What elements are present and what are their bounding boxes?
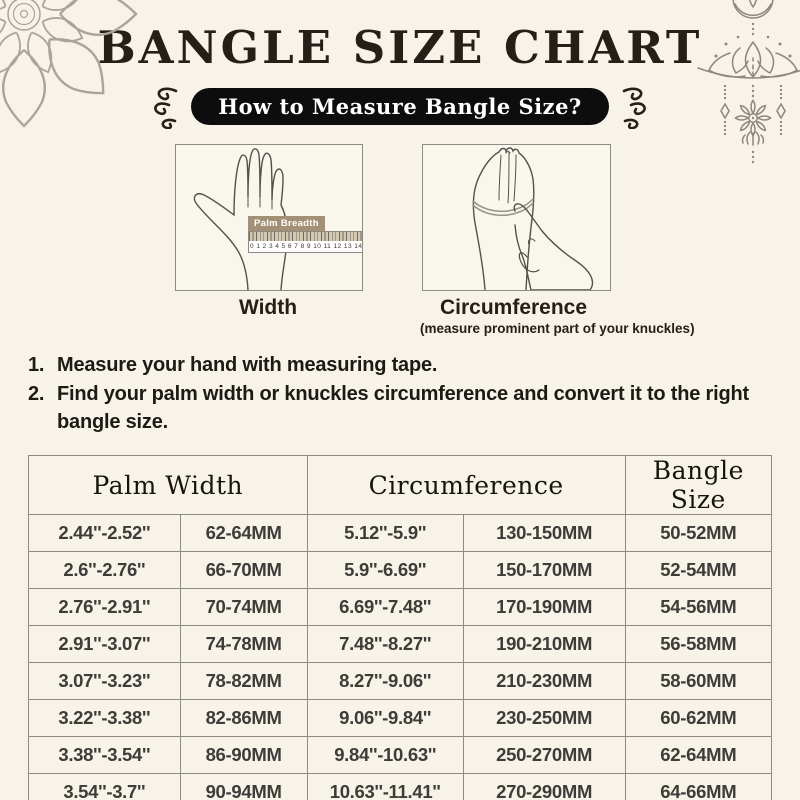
- cell-circ-mm: 170-190MM: [463, 589, 625, 626]
- flourish-left-icon: [152, 83, 178, 129]
- captions-row: [175, 296, 800, 336]
- cell-palm-in: 2.44''-2.52'': [29, 515, 181, 552]
- table-row: [29, 663, 772, 700]
- cell-circ-mm: 250-270MM: [463, 737, 625, 774]
- width-caption: Width: [238, 296, 298, 320]
- cell-palm-in: 3.22''-3.38'': [29, 700, 181, 737]
- circumference-illustration-box: [422, 144, 611, 291]
- cell-circ-mm: 130-150MM: [463, 515, 625, 552]
- cell-bangle-size: 60-62MM: [625, 700, 771, 737]
- table-row: [29, 700, 772, 737]
- instruction-1-text: Measure your hand with measuring tape.: [57, 354, 438, 377]
- cell-circ-in: 6.69''-7.48'': [307, 589, 463, 626]
- table-row: [29, 774, 772, 800]
- cell-bangle-size: 52-54MM: [625, 552, 771, 589]
- ruler: [248, 231, 363, 253]
- cell-palm-mm: 70-74MM: [180, 589, 307, 626]
- cell-circ-in: 9.84''-10.63'': [307, 737, 463, 774]
- table-row: [29, 626, 772, 663]
- instructions: [28, 351, 776, 436]
- instruction-2: [28, 380, 776, 437]
- cell-palm-mm: 74-78MM: [180, 626, 307, 663]
- instruction-1: [28, 351, 776, 379]
- cell-bangle-size: 54-56MM: [625, 589, 771, 626]
- cell-circ-in: 9.06''-9.84'': [307, 700, 463, 737]
- flourish-right-icon: [622, 83, 648, 129]
- table-row: [29, 552, 772, 589]
- cell-circ-mm: 270-290MM: [463, 774, 625, 800]
- cell-circ-in: 7.48''-8.27'': [307, 626, 463, 663]
- cell-palm-in: 2.91''-3.07'': [29, 626, 181, 663]
- cell-palm-mm: 62-64MM: [180, 515, 307, 552]
- cell-palm-mm: 90-94MM: [180, 774, 307, 800]
- cell-palm-mm: 66-70MM: [180, 552, 307, 589]
- ruler-numbers: 0 1 2 3 4 5 6 7 8 9 10 11 12 13 14: [250, 243, 362, 251]
- pinched-hand-tape-drawing: [423, 145, 610, 290]
- cell-circ-mm: 150-170MM: [463, 552, 625, 589]
- ruler-ticks: [249, 232, 362, 241]
- width-illustration-box: [175, 144, 363, 291]
- measure-banner: How to Measure Bangle Size?: [191, 88, 609, 125]
- cell-palm-mm: 78-82MM: [180, 663, 307, 700]
- cell-circ-in: 5.12''-5.9'': [307, 515, 463, 552]
- cell-circ-mm: 230-250MM: [463, 700, 625, 737]
- table-row: [29, 515, 772, 552]
- cell-palm-in: 3.07''-3.23'': [29, 663, 181, 700]
- header-palm-width: Palm Width: [29, 456, 308, 515]
- instruction-1-number: 1.: [28, 354, 45, 377]
- size-table: [28, 455, 772, 800]
- instruction-2-number: 2.: [28, 382, 45, 405]
- illustration-row: [175, 144, 800, 289]
- table-row: [29, 589, 772, 626]
- table-header-row: [29, 456, 772, 515]
- cell-circ-mm: 190-210MM: [463, 626, 625, 663]
- table-row: [29, 737, 772, 774]
- cell-bangle-size: 62-64MM: [625, 737, 771, 774]
- header-bangle-size: Bangle Size: [625, 456, 771, 515]
- cell-circ-mm: 210-230MM: [463, 663, 625, 700]
- header-circumference: Circumference: [307, 456, 625, 515]
- cell-palm-mm: 86-90MM: [180, 737, 307, 774]
- circumference-caption: Circumference: [439, 296, 588, 320]
- cell-palm-in: 3.54''-3.7'': [29, 774, 181, 800]
- cell-palm-mm: 82-86MM: [180, 700, 307, 737]
- cell-circ-in: 5.9''-6.69'': [307, 552, 463, 589]
- cell-bangle-size: 64-66MM: [625, 774, 771, 800]
- palm-breadth-label: Palm Breadth: [248, 216, 325, 231]
- cell-palm-in: 2.76''-2.91'': [29, 589, 181, 626]
- circumference-note: (measure prominent part of your knuckles): [420, 321, 695, 337]
- page-title: BANGLE SIZE CHART: [97, 21, 703, 74]
- cell-bangle-size: 50-52MM: [625, 515, 771, 552]
- cell-circ-in: 8.27''-9.06'': [307, 663, 463, 700]
- cell-circ-in: 10.63''-11.41'': [307, 774, 463, 800]
- instruction-2-text: Find your palm width or knuckles circumference and convert it to the right bangle size.: [57, 382, 749, 434]
- cell-bangle-size: 56-58MM: [625, 626, 771, 663]
- measure-banner-row: [0, 83, 800, 129]
- cell-palm-in: 3.38''-3.54'': [29, 737, 181, 774]
- cell-palm-in: 2.6''-2.76'': [29, 552, 181, 589]
- cell-bangle-size: 58-60MM: [625, 663, 771, 700]
